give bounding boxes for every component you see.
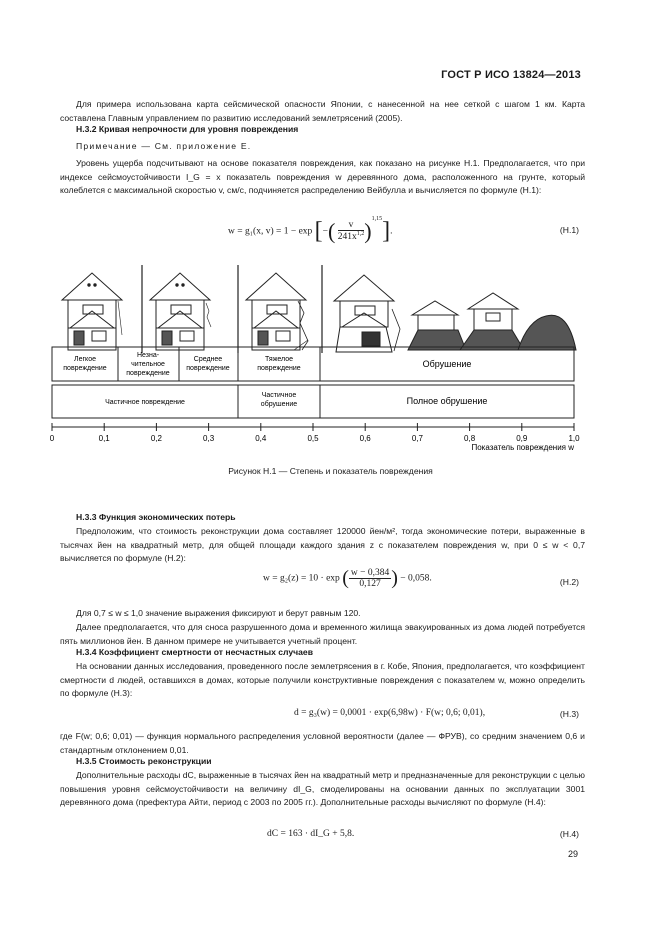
label-minor-2: чительное <box>131 361 165 368</box>
formula-h1-numerator: v <box>338 220 365 231</box>
formula-h3-number: (Н.3) <box>559 709 579 719</box>
label-heavy-2: повреждение <box>257 365 301 372</box>
paragraph-demolition: Далее предполагается, что для сноса разрушенного дома и временного жилища эвакуированных из дома людей потребуется пять миллионов йен. В данном примере не учитывается учетный процент. <box>60 622 585 646</box>
axis-tick-label: 1,0 <box>568 434 580 443</box>
axis-tick-label: 0,1 <box>98 434 110 443</box>
label-minor-3: повреждение <box>126 370 170 377</box>
axis-tick-label: 0,4 <box>255 434 267 443</box>
label-light-1: Легкое <box>74 356 96 363</box>
label-medium-1: Среднее <box>193 356 223 363</box>
formula-h2-numerator: w − 0,384 <box>350 568 390 578</box>
formula-h2-rhs: − 0,058. <box>400 573 432 584</box>
label-heavy-1: Тяжелое <box>265 356 293 363</box>
paragraph-fixed-value: Для 0,7 ≤ w ≤ 1,0 значение выражения фиксируют и берут равным 120. <box>76 608 361 618</box>
note: Примечание — См. приложение Е. <box>76 141 252 151</box>
paragraph-damage-level: Уровень ущерба подсчитывают на основе показателя повреждения, как показано на рисунке Н.1. Предполагается, что при индексе сейсмоустойчивости I_G = x показатель повреждения w деревянного дома, расположенного на грунте, который колеблется с максимальной скоростью v, см/с, подчиняется распределению Вейбулла и вычисляется по формуле (Н.1): <box>60 158 585 196</box>
house-partial-collapse <box>334 275 400 352</box>
axis-tick-label: 0 <box>49 434 55 443</box>
formula-h2-denominator: 0,127 <box>359 579 381 589</box>
axis-tick-label: 0,6 <box>359 434 371 443</box>
axis-tick-label: 0,5 <box>307 434 319 443</box>
document-header: ГОСТ Р ИСО 13824—2013 <box>441 69 581 81</box>
formula-h1-exponent: 1,15 <box>371 215 383 222</box>
paragraph-reconstruction: Дополнительные расходы dC, выраженные в тысячах йен на квадратный метр и предназначенные для реконструкции с целью повышения уровня сейсмоустойчивости на величину dI_G, смоделированы на основании данных по эксплуатации 3001 деревянного дома (префектура Айти, период с 2003 по 2005 гг.). Дополнительные расходы вычисляют по формуле (Н.4): <box>60 770 585 808</box>
house-collapse-3 <box>518 315 576 350</box>
house-light-damage <box>62 273 122 350</box>
label-full-collapse: Полное обрушение <box>406 396 488 406</box>
label-partial-damage: Частичное повреждение <box>105 399 185 406</box>
figure-caption: Рисунок Н.1 — Степень и показатель повреждения <box>228 466 433 476</box>
paragraph-map-source: Для примера использована карта сейсмической опасности Японии, с нанесенной на нее сеткой с шагом 1 км. Карта составлена Главным управлением по развитию исследований землетрясений (2005). <box>60 99 585 123</box>
heading-h35: Н.3.5 Стоимость реконструкции <box>76 756 212 766</box>
house-collapse-1 <box>408 301 466 350</box>
formula-h2: w = g₂(z) = 10 · exp ( $\frac{w - 0,384}{0,127}$ ) − 0,058. <box>263 567 432 589</box>
axis-tick-label: 0,8 <box>464 434 476 443</box>
formula-h4-number: (Н.4) <box>559 829 579 839</box>
formula-h2-number: (Н.2) <box>559 577 579 587</box>
formula-h1-lhs: w = g₁(x, v) = 1 − exp <box>228 226 313 237</box>
label-partial-collapse-1: Частичное <box>261 392 297 399</box>
formula-h1: w = g₁(x, v) = 1 − exp [−( $\frac{v}{241x^{1,2}}$ )$^{1,15}$]. <box>228 215 393 244</box>
label-minor-1: Незна- <box>136 352 160 359</box>
formula-h1-den-exponent: 1,2 <box>356 231 365 238</box>
heading-h32: Н.3.2 Кривая непрочности для уровня повреждения <box>76 124 299 134</box>
axis-tick-label: 0,7 <box>411 434 423 443</box>
axis-label: Показатель повреждения w <box>471 443 574 452</box>
axis-tick-label: 0,9 <box>516 434 528 443</box>
formula-h2-lhs: w = g₂(z) = 10 · exp <box>263 573 340 584</box>
formula-h1-number: (Н.1) <box>559 225 579 235</box>
damage-figure <box>40 265 600 460</box>
paragraph-normal-dist: где F(w; 0,6; 0,01) — функция нормального распределения условной вероятности (далее — ФРУВ), со средним значением 0,6 и стандартным отклонением 0,01. <box>60 731 585 755</box>
page-number: 29 <box>567 849 578 859</box>
house-collapse-2 <box>460 293 524 350</box>
formula-h4: dC = 163 · dI_G + 5,8. <box>267 829 355 839</box>
label-light-2: повреждение <box>63 365 107 372</box>
formula-h1-denominator: 241x <box>337 232 357 243</box>
house-heavy-damage <box>246 273 308 350</box>
heading-h33: Н.3.3 Функция экономических потерь <box>76 512 236 522</box>
formula-h3: d = g₃(w) = 0,0001 · exp(6,98w) · F(w; 0,6; 0,01), <box>294 708 486 718</box>
paragraph-mortality: На основании данных исследования, проведенного после землетрясения в г. Кобе, Япония, предполагается, что коэффициент смертности d людей, оставшихся в домах, которые получили конструктивные повреждения с показателем w, можно определить по формуле (Н.3): <box>60 661 585 699</box>
label-collapse: Обрушение <box>422 359 472 369</box>
label-partial-collapse-2: обрушение <box>260 401 298 408</box>
heading-h34: Н.3.4 Коэффициент смертности от несчастных случаев <box>76 647 313 657</box>
axis-tick-label: 0,3 <box>203 434 215 443</box>
label-medium-2: повреждение <box>186 365 230 372</box>
paragraph-economic-loss: Предположим, что стоимость реконструкции дома составляет 120000 йен/м², тогда экономические потери, выраженные в тысячах йен на квадратный метр, для общей площади каждого здания z с показателем повреждения w, при 0 ≤ w < 0,7 вычисляется по формуле (Н.2): <box>60 526 585 564</box>
axis-tick-label: 0,2 <box>150 434 162 443</box>
house-minor-damage <box>150 273 211 350</box>
